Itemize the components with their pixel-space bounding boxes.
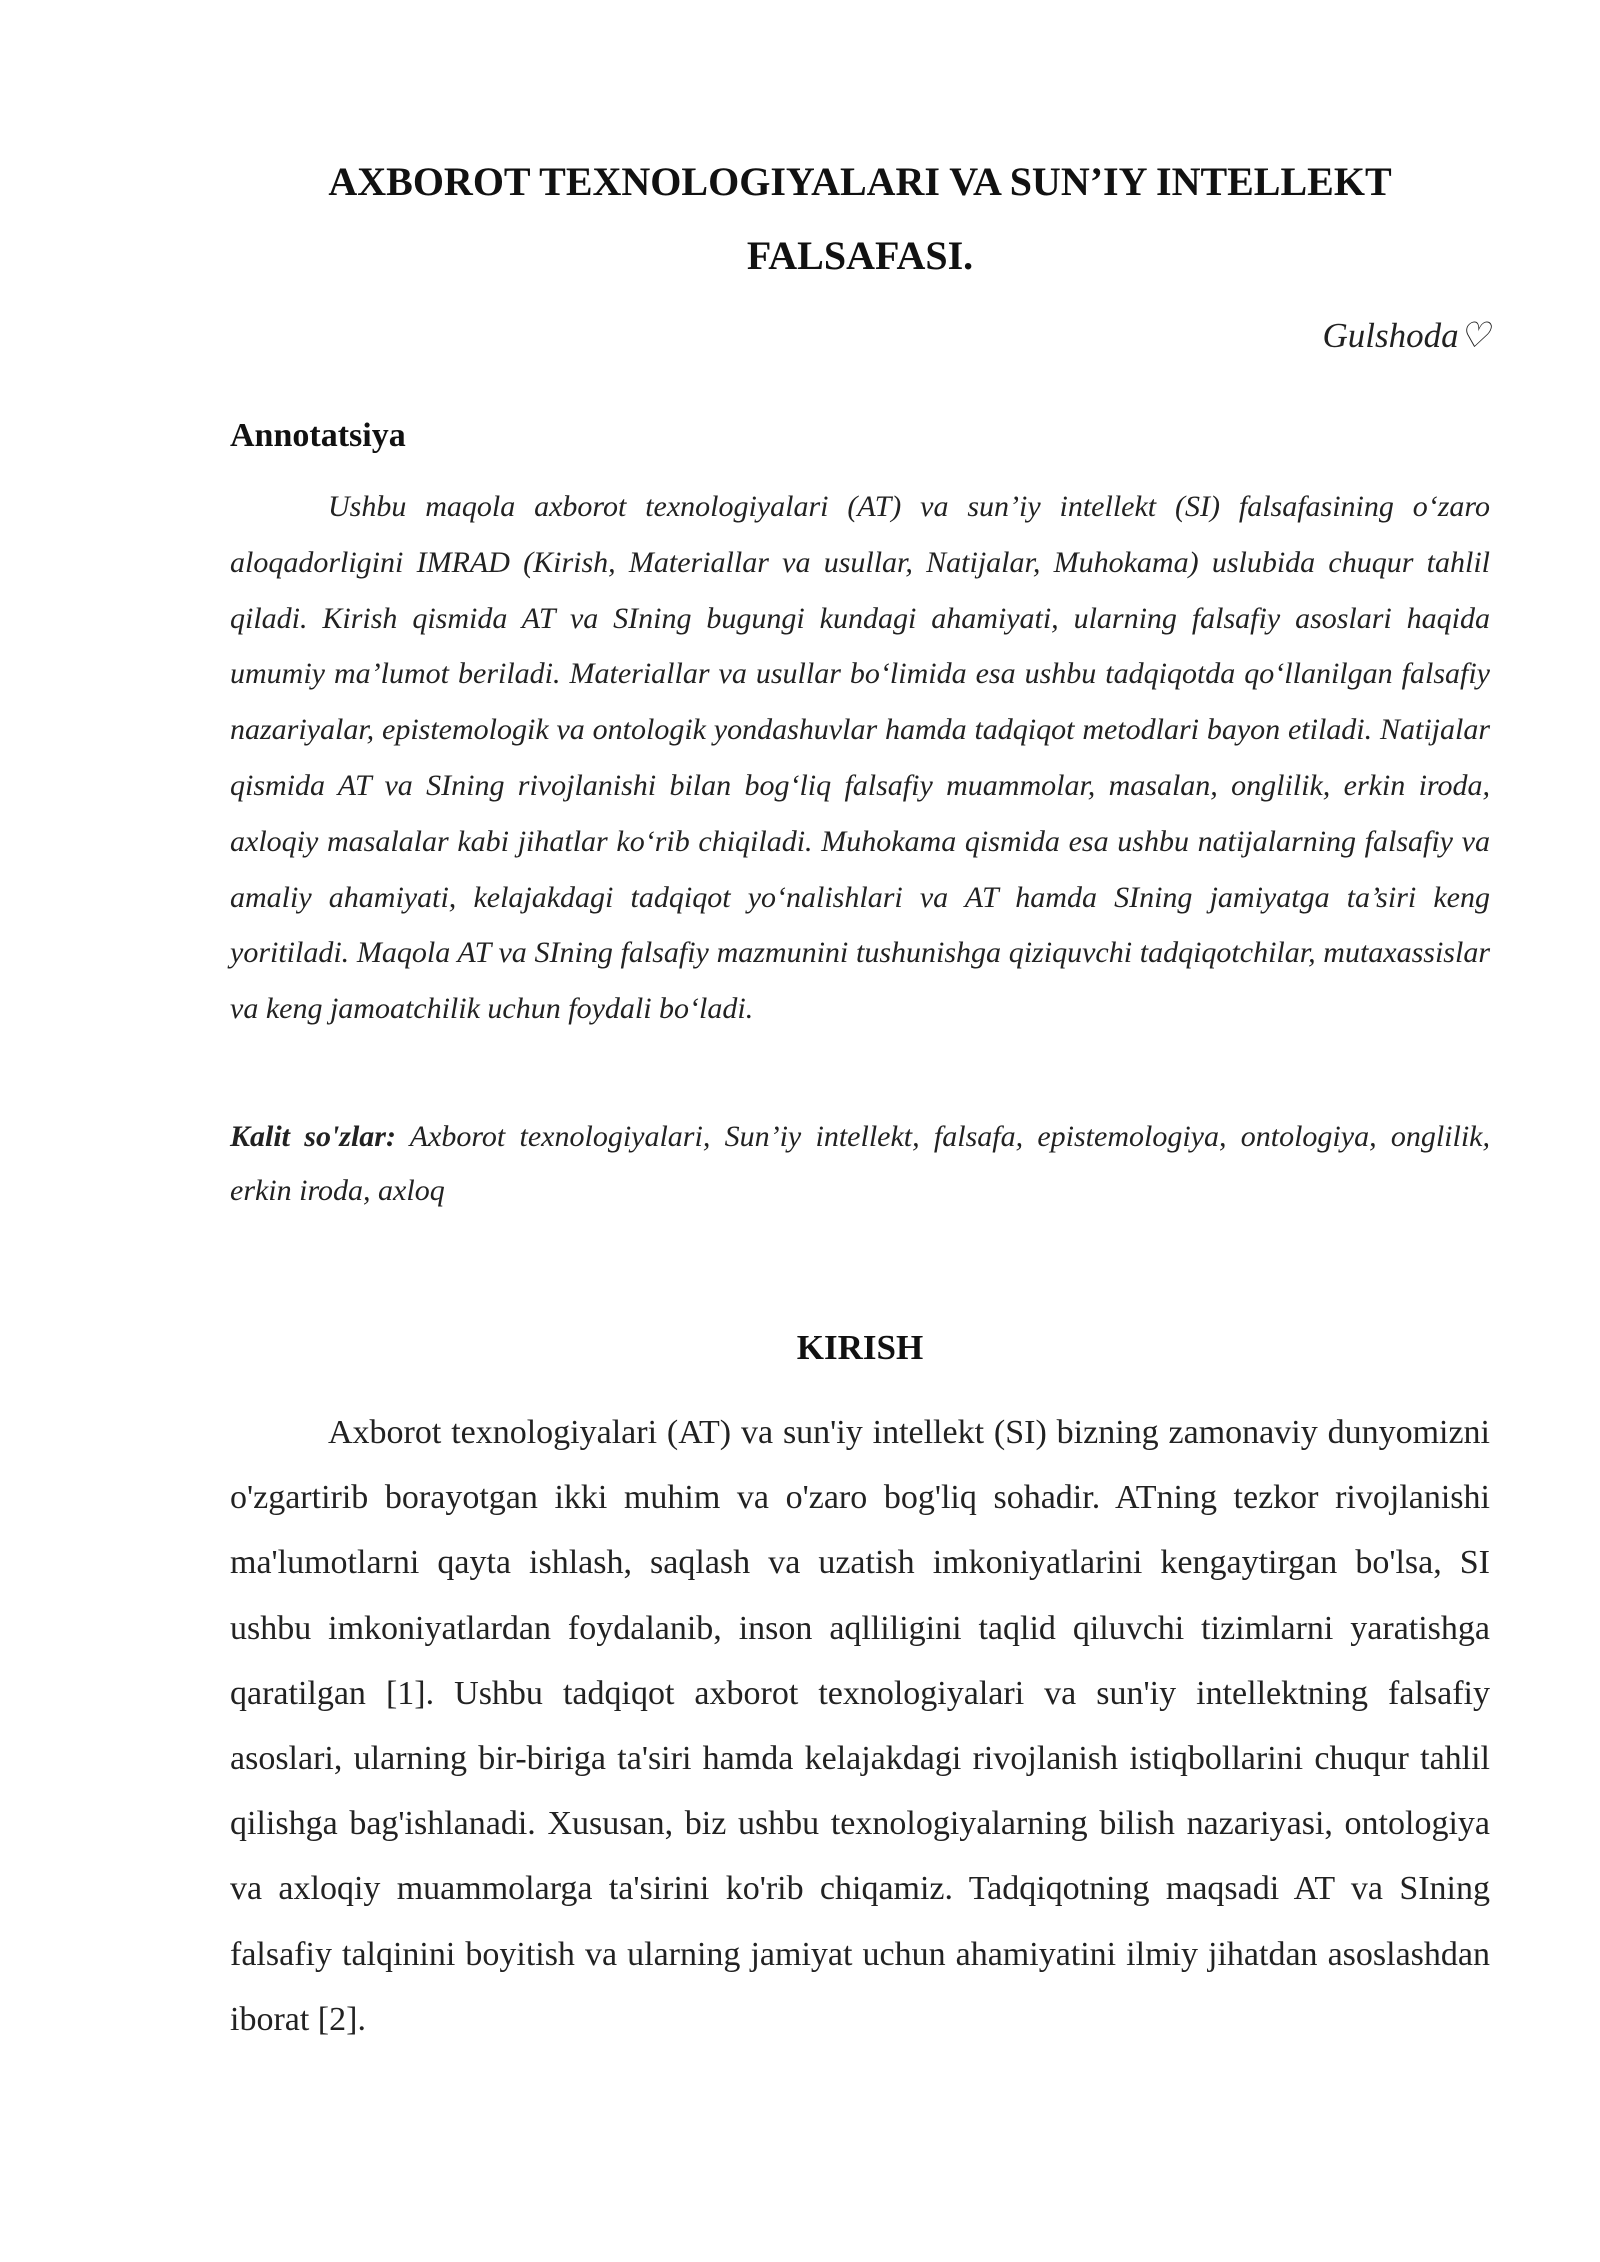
abstract-paragraph: Ushbu maqola axborot texnologiyalari (AT) va sun’iy intellekt (SI) falsafasining o‘zaro aloqadorligini IMRAD (Kirish, Materiallar va usullar, Natijalar, Muhokama) uslubida chuqur tahlil qiladi. Kirish qismida AT va SIning bugungi kundagi ahamiyati, ularning falsafiy asoslari haqida umumiy ma’lumot beriladi. Materiallar va usullar bo‘limida esa ushbu tadqiqotda qo‘llanilgan falsafiy nazariyalar, epistemologik va ontologik yondashuvlar hamda tadqiqot metodlari bayon etiladi. Natijalar qismida AT va SIning rivojlanishi bilan bog‘liq falsafiy muammolar, masalan, onglilik, erkin iroda, axloqiy masalalar kabi jihatlar ko‘rib chiqiladi. Muhokama qismida esa ushbu natijalarning falsafiy va amaliy ahamiyati, kelajakdagi tadqiqot yo‘nalishlari va AT hamda SIning jamiyatga ta’siri keng yoritiladi. Maqola AT va SIning falsafiy mazmunini tushunishga qiziquvchi tadqiqotchilar, mutaxassislar va keng jamoatchilik uchun foydali bo‘ladi. — [230, 490, 1490, 1026]
keywords-list: Axborot texnologiyalari, Sun’iy intellekt, falsafa, epistemologiya, ontologiya, onglilik, erkin iroda, axloq — [230, 1120, 1490, 1207]
author-name: Gulshoda♡ — [1322, 316, 1490, 355]
abstract-heading: Annotatsiya — [230, 417, 406, 454]
keywords-label: Kalit so'zlar: — [230, 1120, 396, 1153]
introduction-paragraph: Axborot texnologiyalari (AT) va sun'iy intellekt (SI) bizning zamonaviy dunyomizni o'zgartirib borayotgan ikki muhim va o'zaro bog'liq sohadir. ATning tezkor rivojlanishi ma'lumotlarni qayta ishlash, saqlash va uzatish imkoniyatlarini kengaytirgan bo'lsa, SI ushbu imkoniyatlardan foydalanib, inson aqlliligini taqlid qiluvchi tizimlarni yaratishga qaratilgan [1]. Ushbu tadqiqot axborot texnologiyalari va sun'iy intellektning falsafiy asoslari, ularning bir-biriga ta'siri hamda kelajakdagi rivojlanish istiqbollarini chuqur tahlil qilishga bag'ishlanadi. Xususan, biz ushbu texnologiyalarning bilish nazariyasi, ontologiya va axloqiy muammolarga ta'sirini ko'rib chiqamiz. Tadqiqotning maqsadi AT va SIning falsafiy talqinini boyitish va ularning jamiyat uchun ahamiyatini ilmiy jihatdan asoslashdan iborat [2]. — [230, 1414, 1490, 2038]
section-heading-introduction: KIRISH — [796, 1328, 924, 1367]
keywords-paragraph — [230, 1110, 1490, 1218]
document-title: AXBOROT TEXNOLOGIYALARI VA SUN’IY INTELLEKT FALSAFASI. — [328, 159, 1392, 278]
